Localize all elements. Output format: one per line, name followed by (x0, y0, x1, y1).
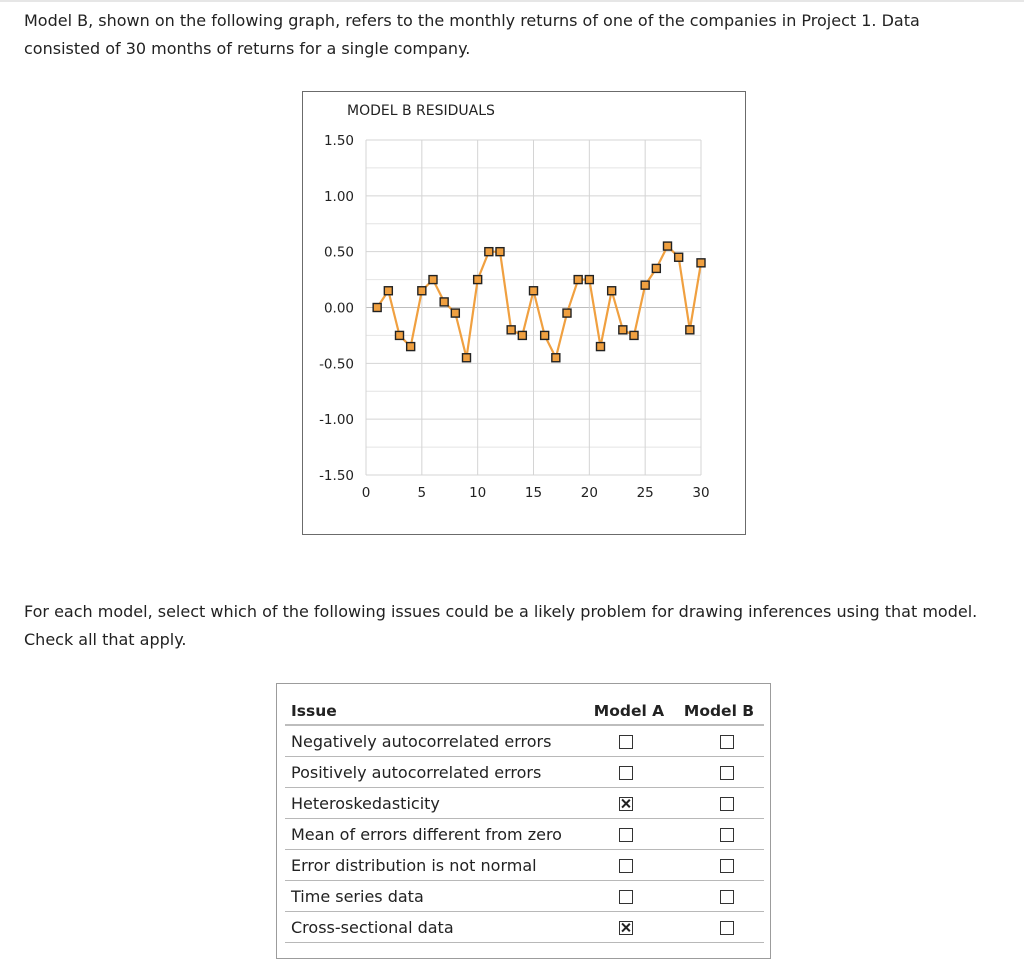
residual-point (652, 264, 660, 272)
issue-row (285, 725, 764, 757)
model-b-checkbox[interactable] (720, 797, 734, 811)
residual-point (518, 331, 526, 339)
model-b-column-header: Model B (674, 692, 764, 725)
y-tick-label: -1.50 (319, 468, 354, 484)
residual-point (585, 276, 593, 284)
issues-panel (276, 683, 771, 959)
model-a-checkbox[interactable] (619, 828, 633, 842)
model-a-checkbox-cell (584, 850, 674, 881)
residual-point (597, 343, 605, 351)
model-a-checkbox[interactable] (619, 921, 633, 935)
residuals-chart-svg (303, 92, 747, 536)
model-a-column-header: Model A (584, 692, 674, 725)
model-a-checkbox-cell (584, 819, 674, 850)
residual-point (630, 331, 638, 339)
model-b-checkbox-cell (674, 757, 764, 788)
residual-series-line (377, 246, 701, 358)
y-tick-label: -0.50 (319, 356, 354, 373)
residual-point (485, 248, 493, 256)
residual-point (641, 281, 649, 289)
residual-point (407, 343, 415, 351)
issues-table (285, 692, 764, 943)
residual-point (530, 287, 538, 295)
issues-table-body (285, 725, 764, 943)
model-b-checkbox-cell (674, 850, 764, 881)
residual-point (451, 309, 459, 317)
model-a-checkbox[interactable] (619, 735, 633, 749)
model-a-checkbox-cell (584, 788, 674, 819)
residual-point (541, 331, 549, 339)
x-tick-label: 5 (417, 485, 427, 501)
y-tick-label: 0.50 (323, 244, 354, 261)
issue-row (285, 819, 764, 850)
residual-point (373, 304, 381, 312)
residual-point (563, 309, 571, 317)
issue-row (285, 912, 764, 943)
issue-row (285, 881, 764, 912)
intro-text: Model B, shown on the following graph, refers to the monthly returns of one of the companies in Project 1. Data consisted of 30 months of returns for a single company. (24, 11, 920, 58)
x-tick-label: 15 (524, 485, 543, 501)
issue-row (285, 757, 764, 788)
residual-point (440, 298, 448, 306)
y-tick-label: 1.00 (323, 188, 354, 205)
issue-label: Negatively autocorrelated errors (285, 725, 584, 757)
issue-label: Heteroskedasticity (285, 788, 584, 819)
issue-label: Cross-sectional data (285, 912, 584, 943)
residual-point (619, 326, 627, 334)
y-tick-label: 1.50 (323, 133, 354, 149)
model-a-checkbox[interactable] (619, 890, 633, 904)
issue-column-header: Issue (285, 692, 584, 725)
residual-point (552, 354, 560, 362)
residual-point (507, 326, 515, 334)
residual-point (574, 276, 582, 284)
model-a-checkbox-cell (584, 757, 674, 788)
model-b-checkbox-cell (674, 788, 764, 819)
residual-point (429, 276, 437, 284)
model-b-checkbox-cell (674, 881, 764, 912)
question-prompt: For each model, select which of the following issues could be a likely problem for drawing inferences using that model. Check all that apply. (24, 602, 978, 649)
issue-row (285, 850, 764, 881)
x-tick-label: 10 (469, 485, 487, 501)
issue-row (285, 788, 764, 819)
model-a-checkbox[interactable] (619, 797, 633, 811)
residual-point (686, 326, 694, 334)
chart-title: MODEL B RESIDUALS (347, 103, 495, 119)
issue-label: Time series data (285, 881, 584, 912)
model-a-checkbox-cell (584, 881, 674, 912)
residual-point (418, 287, 426, 295)
x-tick-label: 30 (692, 485, 710, 501)
model-a-checkbox[interactable] (619, 766, 633, 780)
residual-point (463, 354, 471, 362)
issue-label: Positively autocorrelated errors (285, 757, 584, 788)
x-tick-label: 25 (636, 485, 654, 501)
residual-point (697, 259, 705, 267)
model-a-checkbox-cell (584, 725, 674, 757)
model-a-checkbox-cell (584, 912, 674, 943)
residual-point (664, 242, 672, 250)
model-b-checkbox[interactable] (720, 890, 734, 904)
model-a-checkbox[interactable] (619, 859, 633, 873)
model-b-checkbox[interactable] (720, 766, 734, 780)
model-b-checkbox[interactable] (720, 921, 734, 935)
x-tick-label: 0 (361, 485, 371, 501)
residual-point (396, 331, 404, 339)
y-tick-label: 0.00 (323, 300, 354, 317)
model-b-checkbox-cell (674, 819, 764, 850)
issues-header-row (285, 692, 764, 725)
model-b-checkbox[interactable] (720, 828, 734, 842)
residual-point (384, 287, 392, 295)
residual-point (496, 248, 504, 256)
issue-label: Error distribution is not normal (285, 850, 584, 881)
y-tick-label: -1.00 (319, 412, 354, 429)
residuals-chart (302, 91, 746, 535)
issue-label: Mean of errors different from zero (285, 819, 584, 850)
model-b-checkbox-cell (674, 912, 764, 943)
residual-point (608, 287, 616, 295)
residual-point (474, 276, 482, 284)
model-b-checkbox[interactable] (720, 859, 734, 873)
residual-point (675, 253, 683, 261)
top-divider (0, 0, 1024, 2)
model-b-checkbox[interactable] (720, 735, 734, 749)
x-tick-label: 20 (580, 485, 598, 501)
model-b-checkbox-cell (674, 725, 764, 757)
